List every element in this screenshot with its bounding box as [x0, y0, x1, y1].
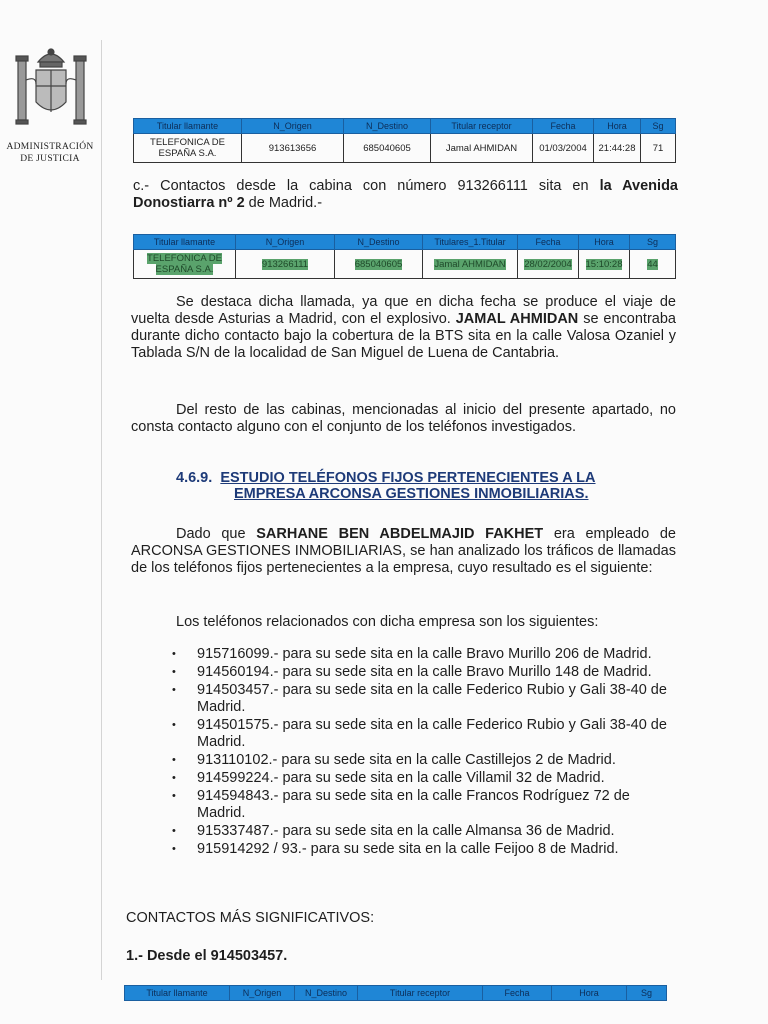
person-name: JAMAL AHMIDAN — [455, 311, 579, 327]
column-header: Fecha — [518, 235, 579, 250]
column-header: Hora — [552, 986, 627, 1001]
section-heading-line1 — [176, 470, 676, 486]
section-number: 4.6.9. — [176, 470, 213, 486]
column-header: Sg — [630, 235, 676, 250]
call-record-table-2 — [133, 234, 676, 279]
table-header-row — [134, 119, 676, 134]
table-row — [134, 134, 676, 163]
table-cell — [630, 250, 676, 279]
table-row — [134, 250, 676, 279]
list-item: • 914594843.- para su sede sita en la calle Francos Rodríguez 72 de Madrid. — [170, 788, 675, 822]
paragraph-travel-text: Se destaca dicha llamada, ya que en dicha fecha se produce el viaje de vuelta desde Asturias a Madrid, con el explosivo. — [131, 294, 676, 327]
section-c-prefix: c.- Contactos desde la cabina con número 913266111 sita en — [133, 178, 600, 194]
paragraph-phones-intro: Los teléfonos relacionados con dicha empresa son los siguientes: — [176, 614, 599, 630]
paragraph-other-booths: Del resto de las cabinas, mencionadas al inicio del presente apartado, no consta contacto alguno con el conjunto de los teléfonos investigados. — [131, 402, 676, 435]
list-item: • 914501575.- para su sede sita en la calle Federico Rubio y Gali 38-40 de Madrid. — [170, 717, 675, 751]
column-header: Titular llamante — [125, 986, 230, 1001]
column-header: Sg — [627, 986, 667, 1001]
table-cell: 71 — [641, 134, 676, 163]
table-cell: 685040605 — [344, 134, 431, 163]
table-cell — [423, 250, 518, 279]
contact-1-heading: 1.- Desde el 914503457. — [126, 948, 288, 964]
institution-line2: DE JUSTICIA — [20, 154, 80, 164]
paragraph-employee-text: Dado que — [176, 526, 257, 542]
highlighted-value: 913266111 — [261, 258, 309, 270]
list-item: • 913110102.- para su sede sita en la calle Castillejos 2 de Madrid. — [170, 752, 675, 769]
highlighted-value: 44 — [647, 258, 658, 270]
institution-name — [0, 141, 100, 165]
person-name: SARHANE BEN ABDELMAJID FAKHET — [256, 526, 544, 542]
column-header: Fecha — [533, 119, 594, 134]
paragraph-travel-text-2: se encontraba durante dicho contacto bajo la cobertura de la BTS sita en la calle Valosa Ozaniel y Tablada S/N de la localidad de San Miguel de Luena de Cantabria. — [131, 311, 676, 361]
list-item: • 914599224.- para su sede sita en la calle Villamil 32 de Madrid. — [170, 770, 675, 787]
call-record-table-3 — [124, 985, 667, 1001]
column-header: Titular llamante — [134, 235, 236, 250]
section-heading-line2 — [176, 486, 676, 502]
column-header: N_Destino — [295, 986, 358, 1001]
paragraph-employee — [131, 526, 676, 577]
column-header: Titular receptor — [431, 119, 533, 134]
column-header: N_Origen — [230, 986, 295, 1001]
table-cell — [579, 250, 630, 279]
column-header: Titular receptor — [358, 986, 483, 1001]
section-c-suffix: de Madrid.- — [244, 195, 323, 211]
highlighted-value: 28/02/2004 — [524, 258, 572, 270]
table-cell — [518, 250, 579, 279]
table-cell — [236, 250, 335, 279]
column-header: Hora — [579, 235, 630, 250]
column-header: Hora — [594, 119, 641, 134]
section-c-paragraph — [133, 178, 678, 212]
list-item: • 915337487.- para su sede sita en la calle Almansa 36 de Madrid. — [170, 823, 675, 840]
highlighted-value: 15:10:28 — [585, 258, 623, 270]
column-header: N_Origen — [242, 119, 344, 134]
section-title-line1: ESTUDIO TELÉFONOS FIJOS PERTENECIENTES A LA — [220, 470, 596, 486]
list-item: • 915914292 / 93.- para su sede sita en la calle Feijoo 8 de Madrid. — [170, 841, 675, 858]
table-cell: TELEFONICA DE ESPAÑA S.A. — [134, 134, 242, 163]
margin-rule — [101, 40, 102, 980]
column-header: N_Destino — [335, 235, 423, 250]
phone-list — [170, 646, 675, 859]
section-c-location: la Avenida Donostiarra nº 2 — [133, 178, 678, 211]
institution-line1: ADMINISTRACIÓN — [6, 142, 94, 152]
column-header: Sg — [641, 119, 676, 134]
paragraph-employee-text-2: era empleado de ARCONSA GESTIONES INMOBILIARIAS, se han analizado los tráficos de llamadas de los teléfonos fijos pertenecientes a la empresa, cuyo resultado es el siguiente: — [131, 526, 676, 576]
column-header: Titular llamante — [134, 119, 242, 134]
section-heading — [176, 470, 676, 502]
list-item: • 914503457.- para su sede sita en la calle Federico Rubio y Gali 38-40 de Madrid. — [170, 682, 675, 716]
list-item: • 915716099.- para su sede sita en la calle Bravo Murillo 206 de Madrid. — [170, 646, 675, 663]
table-cell: Jamal AHMIDAN — [431, 134, 533, 163]
paragraph-travel — [131, 294, 676, 362]
table-header-row — [125, 986, 667, 1001]
call-record-table-1 — [133, 118, 676, 163]
table-cell — [134, 250, 236, 279]
table-cell: 21:44:28 — [594, 134, 641, 163]
column-header: Fecha — [483, 986, 552, 1001]
table-header-row — [134, 235, 676, 250]
section-title-line2: EMPRESA ARCONSA GESTIONES INMOBILIARIAS. — [234, 486, 589, 502]
column-header: N_Destino — [344, 119, 431, 134]
coat-of-arms-icon — [10, 40, 92, 136]
highlighted-value: TELEFONICA DE ESPAÑA S.A. — [147, 253, 222, 275]
table-cell — [335, 250, 423, 279]
highlighted-value: Jamal AHMIDAN — [434, 258, 506, 270]
highlighted-value: 685040605 — [354, 258, 403, 270]
table-cell: 913613656 — [242, 134, 344, 163]
table-cell: 01/03/2004 — [533, 134, 594, 163]
list-item: • 914560194.- para su sede sita en la calle Bravo Murillo 148 de Madrid. — [170, 664, 675, 681]
column-header: N_Origen — [236, 235, 335, 250]
contacts-title: CONTACTOS MÁS SIGNIFICATIVOS: — [126, 910, 375, 926]
column-header: Titulares_1.Titular — [423, 235, 518, 250]
